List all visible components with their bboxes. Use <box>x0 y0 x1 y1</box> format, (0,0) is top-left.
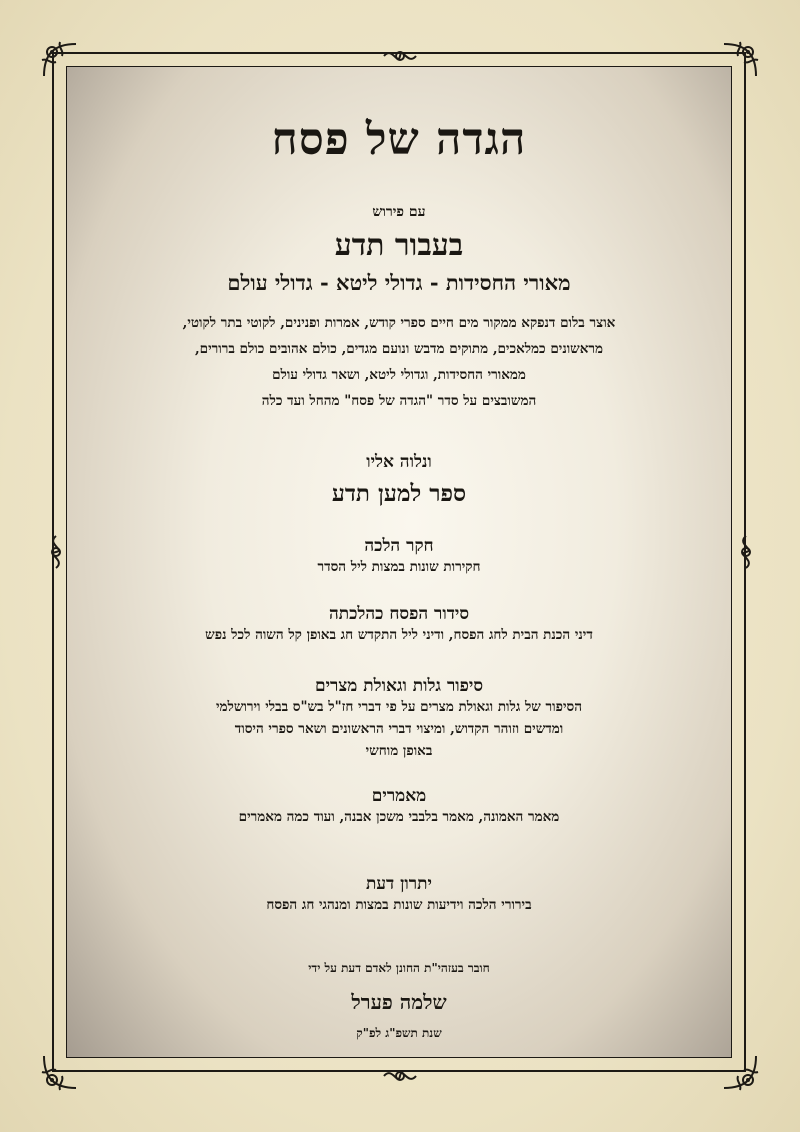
description-line: המשובצים על סדר "הגדה של פסח" מהחל ועד כלה <box>261 393 537 409</box>
description-line: ממאורי החסידות, וגדולי ליטא, ושאר גדולי עולם <box>272 367 526 383</box>
section-text: מאמר האמונה, מאמר בלבבי משכן אבנה, ועוד כמה מאמרים <box>238 809 560 825</box>
section-heading: סידור הפסח כהלכתה <box>328 604 470 624</box>
side-flourish-icon <box>732 534 760 570</box>
section-heading: חקר הלכה <box>364 536 434 556</box>
corner-flourish-icon <box>40 1052 80 1092</box>
section-block <box>66 676 732 762</box>
section-text: ומדשים וזוהר הקדוש, ומיצוי דברי הראשונים ושאר ספרי היסוד <box>234 721 564 737</box>
corner-flourish-icon <box>720 1052 760 1092</box>
author-intro: חובר בעזהי"ת החונן לאדם דעת על ידי <box>308 961 490 975</box>
title-page-content <box>66 66 732 1058</box>
section-text: באופן מוחשי <box>365 743 433 759</box>
attached-label: ונלוה אליו <box>366 452 432 472</box>
section-heading: סיפור גלות וגאולת מצרים <box>314 676 484 696</box>
author-name: שלמה פערל <box>351 990 447 1014</box>
section-text: חקירות שונות במצות ליל הסדר <box>317 559 481 575</box>
description-block <box>66 310 732 414</box>
subtitle: מאורי החסידות - גדולי ליטא - גדולי עולם <box>227 270 571 295</box>
section-text: דיני הכנת הבית לחג הפסח, ודיני ליל התקדש חג באופן קל השוה לכל נפש <box>205 627 593 643</box>
publication-year: שנת תשפ"ג לפ"ק <box>356 1026 442 1040</box>
section-heading: מאמרים <box>371 786 427 806</box>
description-line: מראשונים כמלאכים, מתוקים מדבש ונועם מגדים, כולם אהובים כולם ברורים, <box>194 341 604 357</box>
commentary-title: בעבור תדע <box>334 228 464 263</box>
with-commentary-label: עם פירוש <box>372 204 426 220</box>
section-heading: יתרון דעת <box>366 874 432 894</box>
attached-book-title: ספר למען תדע <box>331 480 467 507</box>
side-flourish-icon <box>382 1062 418 1090</box>
section-text: בירורי הלכה וידיעות שונות במצות ומנהגי חג הפסח <box>266 897 532 913</box>
section-block <box>66 604 732 646</box>
main-title: הגדה של פסח <box>271 114 527 165</box>
section-block <box>66 874 732 916</box>
section-block <box>66 536 732 578</box>
section-text: הסיפור של גלות וגאולת מצרים על פי דברי חז"ל בש"ס בבלי וירושלמי <box>216 699 582 715</box>
description-line: אוצר בלום דנפקא ממקור מים חיים ספרי קודש, אמרות ופנינים, לקוטי בתר לקוטי, <box>182 315 616 331</box>
section-block <box>66 786 732 828</box>
